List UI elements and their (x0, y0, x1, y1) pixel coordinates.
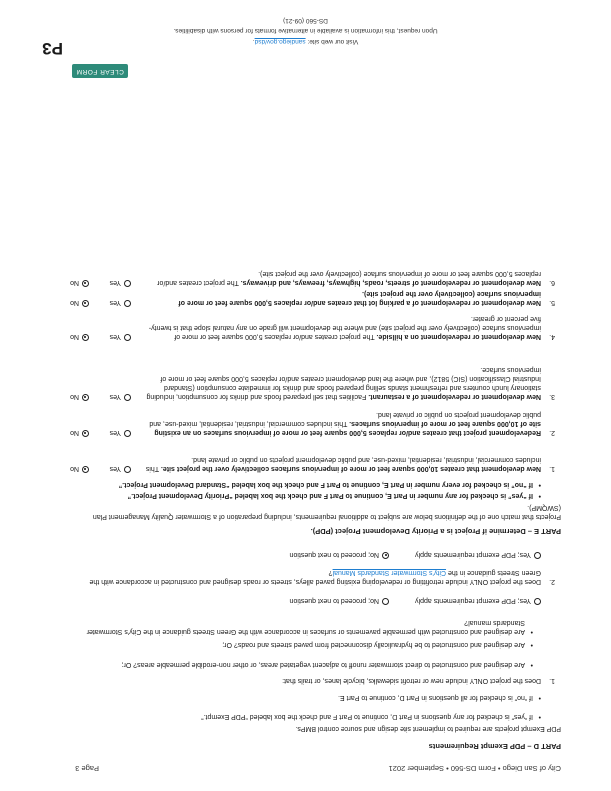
q1-no-option[interactable] (290, 597, 390, 604)
item-yes-option[interactable] (89, 392, 131, 401)
part-e-item-text (141, 455, 541, 473)
q2-yes-option[interactable] (391, 550, 541, 559)
part-e-item-description: Facilities that sell prepared foods and drinks for consumption, including stationary lunch counters and refreshment stands selling prepared foods and drinks for immediate consumption (Standard Industrial Classification (SIC) 5812), and where the land development creates and/or replaces 5,000 square feet or more of impervious surface. (146, 366, 541, 400)
item-yes-option[interactable] (89, 298, 131, 307)
item-no-option[interactable] (47, 278, 89, 287)
part-e-item-description: This includes commercial, industrial, residential, mixed-use, and public development projects on public or private land. (149, 411, 541, 427)
part-d-q1-bullet-3: • Are designed and constructed with permeable pavements or surfaces in accordance with the Green Streets guidance in the City’s Stormwater Standards manual? (85, 618, 525, 636)
item-no-option[interactable] (47, 332, 89, 341)
part-e-intro: Projects that match one of the definitions below are subject to additional requirements, including preparation of a Stormwater Quality Management Plan (SWQMP). (92, 504, 561, 520)
q1-no-label: No; proceed to next question (289, 597, 380, 604)
part-e-item-heading: New development or redevelopment of a restaurant. (368, 393, 541, 400)
part-e-bullet-1: • If “yes” is checked for any number in Part E, continue to Part F and check the box labeled “Priority Development Project.” (83, 491, 533, 500)
part-d-bullet-2: • If “no” is checked for all questions in Part D, continue to Part E. (113, 693, 533, 702)
part-e-item-heading: New development that creates 10,000 square feet or more of impervious surfaces collectively over the project site. (160, 465, 541, 472)
item-yes-option[interactable] (89, 464, 131, 473)
item-no-radio[interactable] (82, 394, 89, 401)
q2-yes-radio[interactable] (534, 552, 541, 559)
item-yes-radio[interactable] (124, 300, 131, 307)
item-no-option[interactable] (47, 464, 89, 473)
part-e-item-options (47, 464, 131, 473)
part-e-item-text (141, 289, 541, 307)
part-e-item-number: 3. (549, 393, 555, 400)
part-e-item-number: 6. (549, 279, 555, 286)
item-no-option[interactable] (47, 428, 89, 437)
part-e-item-text (141, 365, 541, 401)
part-d-q1-number: 1. (549, 677, 555, 684)
q2-no-label: No; proceed to next question (289, 551, 380, 558)
footer-website-post: . (252, 38, 255, 45)
item-yes-label: Yes (109, 393, 121, 400)
part-e-item-heading: Redevelopment project that creates and/or replaces 5,000 square feet or more of impervious surfaces on an existing site of 10,000 square feet or more of impervious surfaces. (154, 420, 541, 436)
item-yes-label: Yes (109, 333, 121, 340)
part-e-item-options (47, 428, 131, 437)
item-no-radio[interactable] (82, 280, 89, 287)
part-e-item-heading: New development or redevelopment of a parking lot that creates and/or replaces 5,000 square feet or more of impervious surface (collectively over the project site). (178, 290, 541, 306)
footer-website-label: Visit our web site: (305, 38, 359, 45)
q1-yes-radio[interactable] (534, 598, 541, 605)
part-e-item-options (47, 278, 131, 287)
part-e-title: PART E – Determine if Project is a Priority Development Project (PDP). (310, 527, 561, 536)
part-d-title: PART D – PDP Exempt Requirements (428, 742, 561, 751)
part-d-q1-text: Does the project ONLY include new or retrofit sidewalks, bicycle lanes, or trails that: (282, 677, 541, 684)
part-d-q2-number: 2. (549, 578, 555, 585)
item-yes-radio[interactable] (124, 280, 131, 287)
item-yes-radio[interactable] (124, 430, 131, 437)
q1-yes-label: Yes; PDP exempt requirements apply (415, 597, 531, 604)
item-no-radio[interactable] (82, 300, 89, 307)
part-e-item-description: The project creates and/or replaces 5,000 square feet or more of impervious surface (collectively over the project site). (157, 270, 541, 286)
item-yes-radio[interactable] (124, 394, 131, 401)
part-e-item-number: 5. (549, 299, 555, 306)
part-d-q1-options (290, 596, 541, 605)
item-yes-option[interactable] (89, 428, 131, 437)
part-e-item-heading: New development or redevelopment of streets, roads, highways, freeways, and driveways. (240, 279, 541, 286)
item-no-label: No (70, 429, 79, 436)
q2-no-radio[interactable] (382, 552, 389, 559)
part-e-item-description: This includes commercial, industrial, residential, mixed-use, and public development projects on public or private land. (145, 456, 541, 472)
q1-yes-option[interactable] (391, 596, 541, 605)
part-e-bullet-2: • If “no” is checked for every number in Part E, continue to Part F and check the box labeled “Standard Development Project.” (73, 480, 533, 489)
item-no-label: No (70, 465, 79, 472)
part-e-item-heading: New development or redevelopment on a hillside. (376, 333, 541, 340)
item-no-radio[interactable] (82, 430, 89, 437)
item-no-radio[interactable] (82, 334, 89, 341)
part-d-q1-bullet-2: • Are designed and constructed to be hydraulically disconnected from paved streets and roads? Or; (95, 640, 525, 649)
footer-form-code: DS-560 (09-21) (283, 17, 328, 24)
part-d-q1-bullet-1: • Are designed and constructed to direct stormwater runoff to adjacent vegetated areas, or other non-erodible permeable areas? Or; (95, 660, 525, 669)
form-header-page: Page 3 (75, 764, 99, 773)
q2-text-a: Does the project ONLY include retrofitting or redeveloping existing paved alleys, streets or roads designed and constructed in accordance with the Green Streets guidance in the (89, 569, 541, 585)
footer-website-link[interactable]: sandiego.gov/dsd (254, 38, 306, 45)
item-yes-label: Yes (109, 429, 121, 436)
part-d-intro: PDP Exempt projects are required to implement site design and source control BMPs. (295, 725, 561, 732)
q2-no-option[interactable] (290, 551, 390, 558)
item-no-option[interactable] (47, 392, 89, 401)
footer-accessibility: Upon request, this information is available in alternative formats for persons with disabilities. (173, 27, 438, 34)
q2-text-b: ? (328, 569, 333, 576)
part-e-item-options (47, 298, 131, 307)
part-d-q2-options (290, 550, 541, 559)
part-e-item-options (47, 392, 131, 401)
clear-form-button[interactable]: CLEAR FORM (72, 64, 128, 78)
part-e-item-text (141, 410, 541, 437)
part-e-item-number: 2. (549, 429, 555, 436)
item-yes-label: Yes (109, 299, 121, 306)
item-no-label: No (70, 279, 79, 286)
q2-yes-label: Yes; PDP exempt requirements apply (415, 551, 531, 558)
item-yes-option[interactable] (89, 278, 131, 287)
page-label: P3 (42, 39, 63, 58)
part-e-item-description: The project creates and/or replaces 5,000 square feet or more of impervious surface (collectively over the project site) and where the development will grade on any natural slope that is twenty-five percent or greater. (148, 315, 541, 340)
item-no-label: No (70, 333, 79, 340)
item-no-radio[interactable] (82, 466, 89, 473)
part-d-bullet-1: • If “yes” is checked for any questions in Part D, continue to Part F and check the box labeled “PDP Exempt.” (93, 712, 533, 721)
part-e-item-text (141, 314, 541, 341)
item-no-label: No (70, 299, 79, 306)
item-no-label: No (70, 393, 79, 400)
q1-no-radio[interactable] (382, 598, 389, 605)
footer-website (0, 37, 611, 46)
item-no-option[interactable] (47, 298, 89, 307)
part-e-item-text (141, 269, 541, 287)
part-e-item-number: 1. (549, 465, 555, 472)
part-d-q2-text (71, 568, 541, 586)
item-yes-label: Yes (109, 465, 121, 472)
item-yes-label: Yes (109, 279, 121, 286)
item-yes-radio[interactable] (124, 466, 131, 473)
form-header-left: City of San Diego • Form DS-560 • September 2021 (388, 764, 561, 773)
q2-stormwater-manual-link[interactable]: City’s Stormwater Standards Manual (332, 569, 447, 576)
item-yes-option[interactable] (89, 332, 131, 341)
item-yes-radio[interactable] (124, 334, 131, 341)
part-e-item-options (47, 332, 131, 341)
part-e-item-number: 4. (549, 333, 555, 340)
